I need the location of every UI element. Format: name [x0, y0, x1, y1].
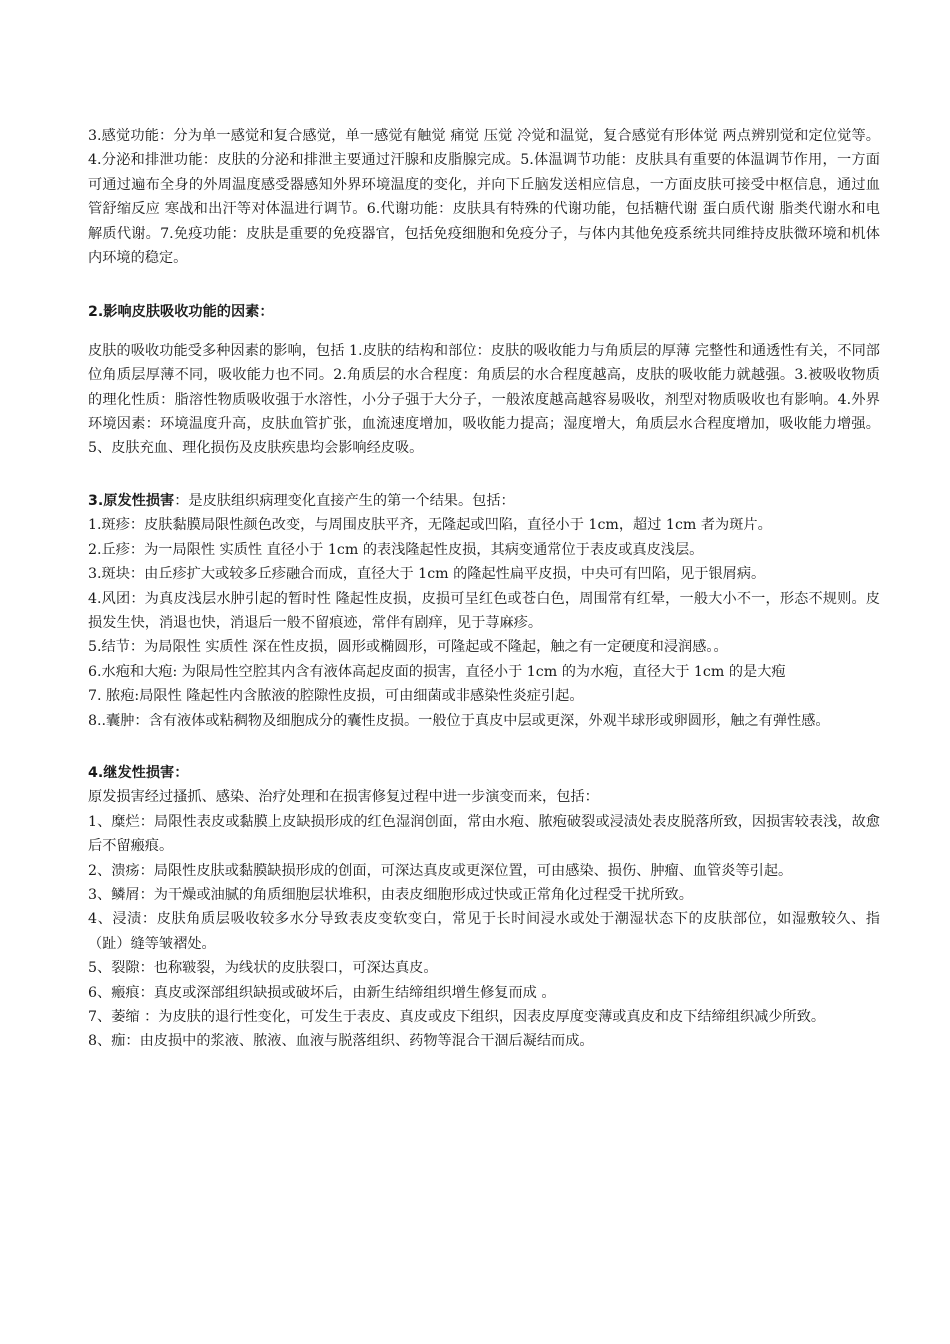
list-item: 8、痂：由皮损中的浆液、脓液、血液与脱落组织、药物等混合干涸后凝结而成。 [88, 1033, 594, 1050]
list-item: 3.斑块：由丘疹扩大或较多丘疹融合而成，直径大于 1cm 的隆起性扁平皮损，中央可有凹陷，见于银屑病。 [88, 566, 766, 583]
intro-paragraph: 3.感觉功能：分为单一感觉和复合感觉，单一感觉有触觉 痛觉 压觉 冷觉和温觉，复合感觉有形体觉 两点辨别觉和定位觉等。4.分泌和排泄功能：皮肤的分泌和排泄主要通过汗腺和皮脂腺完成。5.体温调节功能：皮肤具有重要的体温调节作用，一方面可通过遍布全身的外周温度感受器感知外界环境温度的变化，并向下丘脑发送相应信息，一方面皮肤可接受中枢信息，通过血管舒缩反应 寒战和出汗等对体温进行调节。6.代谢功能：皮肤具有特殊的代谢功能，包括糖代谢 蛋白质代谢 脂类代谢水和电解质代谢。7.免疫功能：皮肤是重要的免疫器官，包括免疫细胞和免疫分子，与体内其他免疫系统共同维持皮肤微环境和机体内环境的稳定。 [88, 128, 880, 267]
absorption-heading: 2.影响皮肤吸收功能的因素： [88, 304, 274, 321]
primary-heading-line [88, 489, 880, 513]
primary-heading: 3.原发性损害 [88, 492, 175, 509]
list-item: 3、鳞屑：为干燥或油腻的角质细胞层状堆积，由表皮细胞形成过快或正常角化过程受干扰所致。 [88, 886, 693, 903]
list-item: 1、糜烂：局限性表皮或黏膜上皮缺损形成的红色湿润创面，常由水疱、脓疱破裂或浸渍处表皮脱落所致，因损害较表浅，故愈后不留瘢痕。 [88, 813, 880, 855]
list-item: 4.风团：为真皮浅层水肿引起的暂时性 隆起性皮损，皮损可呈红色或苍白色，周围常有红晕，一般大小不一，形态不规则。皮损发生快，消退也快，消退后一般不留痕迹，常伴有剧痒，见于荨麻疹。 [88, 590, 880, 631]
secondary-heading: 4.继发性损害： [88, 764, 189, 781]
list-item: 5、裂隙：也称皲裂，为线状的皮肤裂口，可深达真皮。 [88, 960, 438, 977]
list-item: 7. 脓疱:局限性 隆起性内含脓液的腔隙性皮损，可由细菌或非感染性炎症引起。 [88, 688, 584, 705]
primary-lesions-section [88, 489, 880, 733]
list-item: 1.斑疹：皮肤黏膜局限性颜色改变，与周围皮肤平齐，无隆起或凹陷，直径小于 1cm，超过 1cm 者为斑片。 [88, 517, 772, 534]
list-item: 6、瘢痕：真皮或深部组织缺损或破坏后，由新生结缔组织增生修复而成 。 [88, 984, 556, 1001]
primary-heading-tail: ：是皮肤组织病理变化直接产生的第一个结果。包括： [174, 492, 515, 509]
absorption-paragraph: 皮肤的吸收功能受多种因素的影响，包括 1.皮肤的结构和部位：皮肤的吸收能力与角质层的厚薄 完整性和通透性有关，不同部位角质层厚薄不同，吸收能力也不同。2.角质层的水合程度：角质层的水合程度越高，皮肤的吸收能力就越强。3.被吸收物质的理化性质：脂溶性物质吸收强于水溶性，小分子强于大分子，一般浓度越高越容易吸收，剂型对物质吸收也有影响。4.外界环境因素：环境温度升高，皮肤血管扩张，血流速度增加，吸收能力提高；湿度增大，角质层水合程度增加，吸收能力增强。5、皮肤充血、理化损伤及皮肤疾患均会影响经皮吸。 [88, 342, 880, 457]
secondary-intro: 原发损害经过搔抓、感染、治疗处理和在损害修复过程中进一步演变而来，包括： [88, 789, 599, 806]
list-item: 5.结节：为局限性 实质性 深在性皮损，圆形或椭圆形，可隆起或不隆起，触之有一定硬度和浸润感。。 [88, 639, 728, 656]
list-item: 2.丘疹：为一局限性 实质性 直径小于 1cm 的表浅隆起性皮损，其病变通常位于表皮或真皮浅层。 [88, 541, 704, 558]
list-item: 4、浸渍：皮肤角质层吸收较多水分导致表皮变软变白，常见于长时间浸水或处于潮湿状态下的皮肤部位，如湿敷较久、指（趾）缝等皱褶处。 [88, 911, 880, 952]
list-item: 7、萎缩 ：为皮肤的退行性变化，可发生于表皮、真皮或皮下组织，因表皮厚度变薄或真皮和皮下结缔组织减少所致。 [88, 1009, 826, 1025]
list-item: 2、溃疡：局限性皮肤或黏膜缺损形成的创面，可深达真皮或更深位置，可由感染、损伤、肿瘤、血管炎等引起。 [88, 862, 793, 879]
secondary-lesions-section [88, 761, 880, 1054]
list-item: 6.水疱和大疱: 为限局性空腔其内含有液体高起皮面的损害，直径小于 1cm 的为水疱，直径大于 1cm 的是大疱 [88, 663, 786, 680]
list-item: 8..囊肿：含有液体或粘稠物及细胞成分的囊性皮损。一般位于真皮中层或更深，外观半球形或卵圆形，触之有弹性感。 [88, 712, 830, 729]
